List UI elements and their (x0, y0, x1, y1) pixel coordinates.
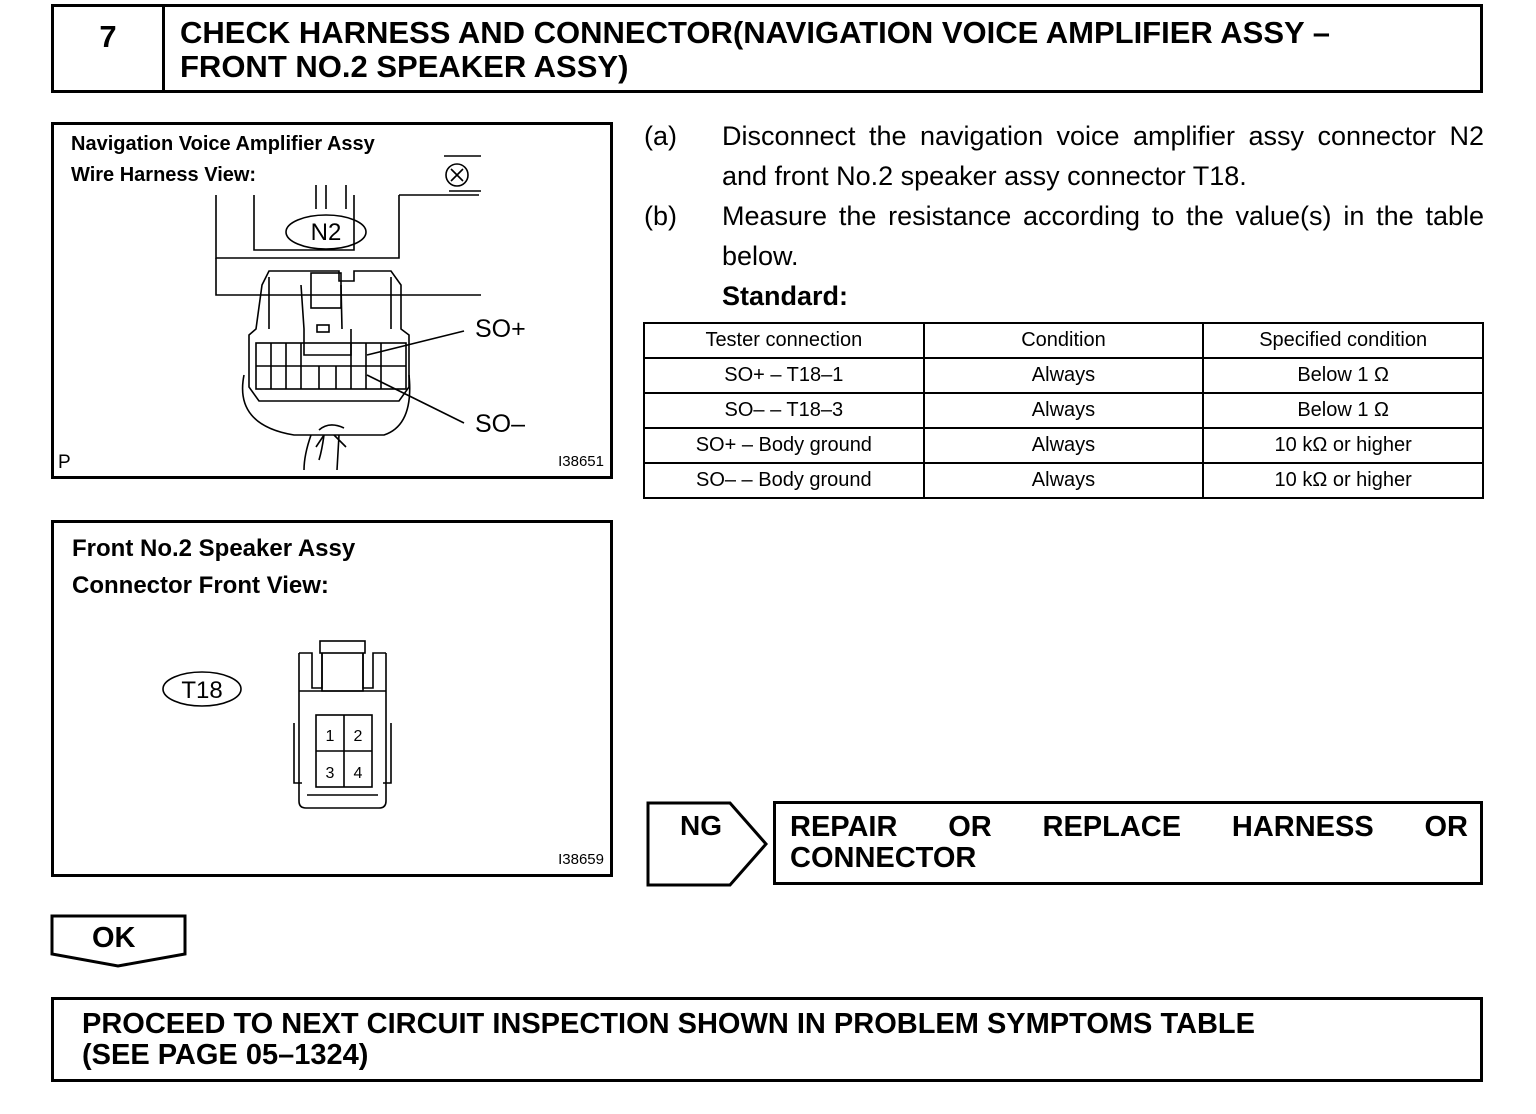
instruction-a-text: Disconnect the navigation voice amplifier assy connector N2 and front No.2 speaker assy connector T18. (722, 121, 1484, 191)
table-row (644, 463, 1483, 498)
table-cell: SO+ – T18–1 (644, 358, 924, 393)
ok-label: OK (92, 922, 136, 954)
table-row (644, 428, 1483, 463)
proceed-line2: (SEE PAGE 05–1324) (82, 1039, 369, 1071)
table-row (644, 393, 1483, 428)
table-header: Tester connection (644, 323, 924, 358)
ng-word: HARNESS (1231, 811, 1374, 843)
so-minus-leader (367, 375, 464, 423)
so-plus-label: SO+ (475, 315, 526, 343)
figure-speaker-connector (51, 520, 613, 877)
proceed-box (51, 997, 1483, 1082)
table-header: Specified condition (1203, 323, 1483, 358)
table-row (644, 358, 1483, 393)
table-cell: Below 1 Ω (1203, 393, 1483, 428)
instruction-b-letter: (b) (644, 201, 677, 231)
ng-word: REPAIR (790, 811, 898, 843)
instruction-a-letter: (a) (644, 121, 677, 151)
figure1-title-line2: Wire Harness View: (71, 164, 257, 186)
step-title (180, 16, 1450, 84)
t18-pin-3: 3 (325, 765, 335, 782)
figure1-corner-mark: P (58, 452, 71, 473)
ng-word: OR (1424, 811, 1468, 843)
instruction-b (644, 196, 1489, 276)
table-cell: 10 kΩ or higher (1203, 463, 1483, 498)
t18-pin-2: 2 (353, 728, 363, 745)
step-title-line2: FRONT NO.2 SPEAKER ASSY) (180, 49, 629, 84)
table-cell: Always (924, 358, 1204, 393)
table-cell: SO– – T18–3 (644, 393, 924, 428)
ng-label: NG (680, 810, 722, 841)
proceed-line1: PROCEED TO NEXT CIRCUIT INSPECTION SHOWN IN PROBLEM SYMPTOMS TABLE (82, 1008, 1255, 1040)
table-cell: Always (924, 428, 1204, 463)
ng-action-line2: CONNECTOR (790, 842, 977, 874)
so-minus-label: SO– (475, 410, 526, 438)
step-number: 7 (54, 7, 165, 90)
proceed-text (82, 1009, 1255, 1071)
t18-pin-1: 1 (325, 728, 335, 745)
table-header-row (644, 323, 1483, 358)
step-header (51, 4, 1483, 93)
figure-amplifier-harness (51, 122, 613, 479)
instruction-a (644, 116, 1489, 196)
figure1-code: I38651 (558, 453, 604, 470)
standard-label: Standard: (722, 281, 849, 311)
figure2-code: I38659 (558, 851, 604, 868)
instruction-b-text: Measure the resistance according to the value(s) in the table below. (722, 201, 1484, 271)
table-cell: SO– – Body ground (644, 463, 924, 498)
ng-action-text (790, 812, 1468, 874)
ng-action-line1 (790, 812, 1468, 843)
ng-action-box (773, 801, 1483, 885)
table-header: Condition (924, 323, 1204, 358)
figure2-title-line2: Connector Front View: (72, 572, 329, 599)
table-cell: Below 1 Ω (1203, 358, 1483, 393)
table-cell: SO+ – Body ground (644, 428, 924, 463)
figure1-title-line1: Navigation Voice Amplifier Assy (71, 133, 375, 155)
spec-table (643, 322, 1484, 499)
ng-word: OR (948, 811, 992, 843)
n2-label: N2 (310, 219, 342, 246)
table-cell: 10 kΩ or higher (1203, 428, 1483, 463)
ng-word: REPLACE (1042, 811, 1182, 843)
step-title-line1: CHECK HARNESS AND CONNECTOR(NAVIGATION VOICE AMPLIFIER ASSY – (180, 15, 1330, 50)
figure2-title-line1: Front No.2 Speaker Assy (72, 535, 356, 562)
t18-label: T18 (181, 677, 223, 704)
table-cell: Always (924, 463, 1204, 498)
t18-pin-4: 4 (353, 765, 363, 782)
table-cell: Always (924, 393, 1204, 428)
